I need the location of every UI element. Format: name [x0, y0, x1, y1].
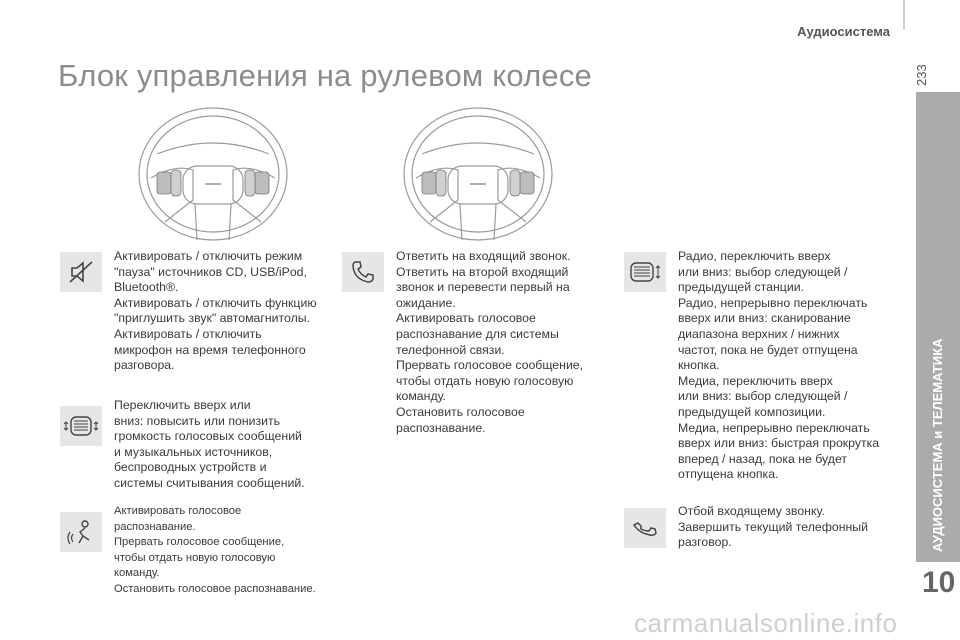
text-line: распознавание. — [114, 520, 196, 533]
section-title: Аудиосистема — [797, 24, 890, 39]
text-line: Остановить голосовое — [396, 404, 525, 419]
text-line: чтобы отдать новую голосовую — [396, 373, 574, 388]
sidebar-chapter-label: АУДИОСИСТЕМА и ТЕЛЕМАТИКА — [930, 338, 945, 552]
text-line: Прервать голосовое сообщение, — [396, 358, 584, 373]
voice-description — [114, 504, 336, 598]
steering-wheel-illustration-right — [400, 104, 556, 242]
text-line: Активировать / отключить функцию — [114, 295, 317, 310]
text-line: кнопка. — [678, 358, 720, 373]
text-line: вверх или вниз: сканирование — [678, 311, 851, 326]
text-line: вверх или вниз: быстрая прокрутка — [678, 436, 880, 451]
answer-description — [396, 249, 606, 436]
text-line: Медиа, непрерывно переключать — [678, 420, 870, 435]
text-line: отпущена кнопка. — [678, 467, 779, 482]
text-line: Радио, переключить вверх — [678, 249, 831, 263]
text-line: Прервать голосовое сообщение, — [114, 536, 285, 549]
text-line: Завершить текущий телефонный — [678, 519, 868, 534]
page-number: 233 — [914, 64, 929, 86]
voice-command-icon — [60, 512, 102, 552]
hangup-description — [678, 504, 900, 551]
text-line: звонок и перевести первый на — [396, 280, 570, 295]
text-line: предыдущей станции. — [678, 280, 804, 295]
seek-description — [678, 249, 900, 483]
text-line: разговор. — [678, 535, 732, 550]
watermark: carmanualsonline.info — [634, 608, 898, 638]
text-line: команду. — [396, 389, 446, 404]
text-line: громкость голосовых сообщений — [114, 429, 302, 444]
text-line: Отбой входящему звонку. — [678, 504, 825, 518]
text-line: системы считывания сообщений. — [114, 475, 305, 490]
steering-wheel-illustration-left — [135, 104, 291, 242]
text-line: вперед / назад, пока не будет — [678, 451, 848, 466]
text-line: Медиа, переключить вверх — [678, 373, 833, 388]
mute-description — [114, 249, 336, 374]
text-line: частот, пока не будет отпущена — [678, 342, 858, 357]
phone-answer-icon — [342, 252, 384, 292]
text-line: вниз: повысить или понизить — [114, 413, 281, 428]
text-line: Активировать / отключить режим — [114, 249, 303, 263]
text-line: Bluetooth®. — [114, 280, 179, 295]
scroll-wheel-icon — [624, 252, 666, 292]
text-line: беспроводных устройств и — [114, 460, 267, 475]
text-line: Ответить на второй входящий — [396, 264, 569, 279]
header-divider — [903, 0, 905, 30]
thumbwheel-icon — [60, 406, 102, 446]
volume-description — [114, 398, 336, 492]
text-line: Активировать голосовое — [396, 311, 536, 326]
text-line: диапазона верхних / нижних — [678, 326, 840, 341]
text-line: или вниз: выбор следующей / — [678, 264, 848, 279]
text-line: чтобы отдать новую голосовую — [114, 551, 276, 564]
mute-speaker-icon — [60, 252, 102, 292]
text-line: или вниз: выбор следующей / — [678, 389, 848, 404]
text-line: разговора. — [114, 358, 175, 373]
text-line: Остановить голосовое распознавание. — [114, 582, 316, 595]
text-line: телефонной связи. — [396, 342, 505, 357]
chapter-number: 10 — [922, 566, 956, 599]
page-title: Блок управления на рулевом колесе — [58, 58, 592, 93]
text-line: микрофон на время телефонного — [114, 342, 306, 357]
phone-hangup-icon — [624, 508, 666, 548]
text-line: ожидание. — [396, 295, 456, 310]
text-line: распознавание для системы — [396, 326, 559, 341]
text-line: Радио, непрерывно переключать — [678, 295, 868, 310]
text-line: предыдущей композиции. — [678, 404, 826, 419]
text-line: команду. — [114, 567, 160, 580]
text-line: Активировать голосовое — [114, 505, 242, 517]
text-line: Ответить на входящий звонок. — [396, 249, 571, 263]
text-line: "пауза" источников CD, USB/iPod, — [114, 264, 307, 279]
text-line: "приглушить звук" автомагнитолы. — [114, 311, 311, 326]
text-line: и музыкальных источников, — [114, 444, 273, 459]
text-line: Переключить вверх или — [114, 398, 251, 412]
text-line: распознавание. — [396, 420, 486, 435]
text-line: Активировать / отключить — [114, 326, 262, 341]
